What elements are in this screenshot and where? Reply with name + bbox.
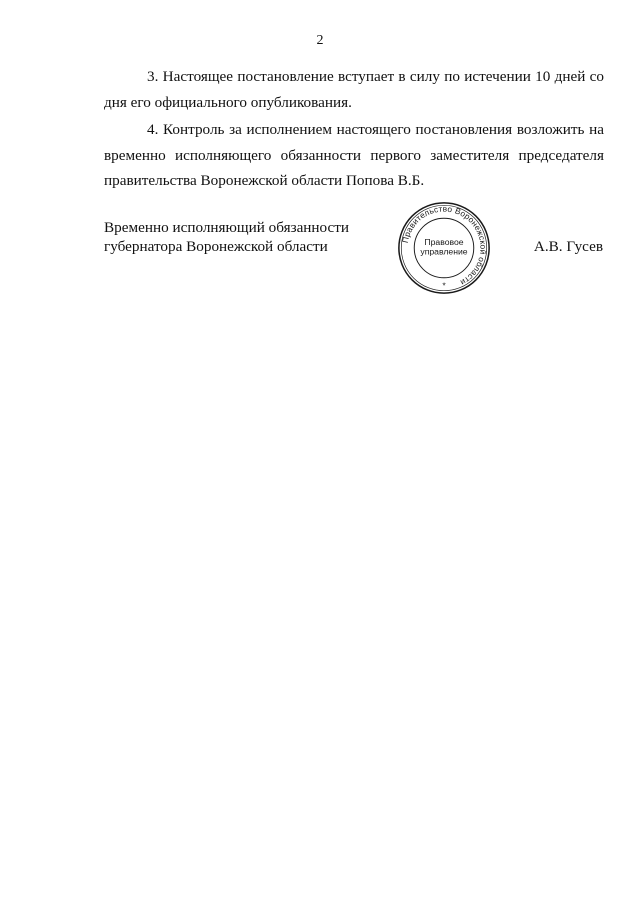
paragraph-3 [104, 64, 604, 115]
signatory-position-line: Временно исполняющий обязанности [104, 219, 350, 236]
document-body [104, 64, 604, 196]
paragraph-line: 4. Контроль за исполнением настоящего постановления возложить на [147, 121, 604, 139]
stamp-star: * [442, 280, 446, 291]
paragraph-line: временно исполняющего обязанности первого заместителя председателя [104, 146, 604, 164]
signatory-position-line: губернатора Воронежской области [104, 238, 328, 255]
paragraph-line: 3. Настоящее постановление вступает в силу по истечении 10 дней со [147, 68, 604, 85]
paragraph-4 [104, 117, 604, 194]
paragraph-line: правительства Воронежской области Попова В.Б. [104, 172, 425, 190]
signatory-position [104, 218, 349, 256]
stamp-outer-text: Правительство Воронежской области [400, 204, 488, 288]
signatory-name: А.В. Гусев [533, 238, 603, 255]
stamp-inner-line: управление [420, 246, 468, 257]
official-stamp [396, 200, 492, 296]
stamp-inner-line: Правовое [424, 237, 464, 248]
page-number: 2 [316, 33, 324, 48]
paragraph-line: дня его официального опубликования. [104, 93, 352, 111]
